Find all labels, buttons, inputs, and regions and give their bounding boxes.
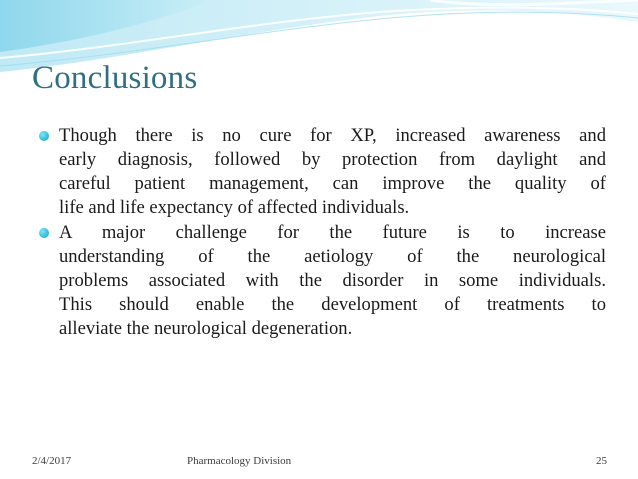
bullet-item xyxy=(38,221,606,341)
bullet-line: alleviate the neurological degeneration. xyxy=(59,318,353,339)
bullet-line: understanding of the aetiology of the neurological xyxy=(59,246,606,267)
bullet-line: Though there is no cure for XP, increased awareness and xyxy=(59,125,606,146)
footer-date: 2/4/2017 xyxy=(32,455,72,467)
bullet-list xyxy=(38,124,606,342)
bullet-dot-icon xyxy=(39,131,49,141)
footer-center-text: Pharmacology Division xyxy=(187,455,292,467)
bullet-line: A major challenge for the future is to increase xyxy=(59,222,606,243)
bullet-line: careful patient management, can improve the quality of xyxy=(59,173,606,194)
bullet-text xyxy=(59,221,606,341)
bullet-text xyxy=(59,124,606,220)
bullet-dot-icon xyxy=(39,228,49,238)
slide-title: Conclusions xyxy=(32,60,198,96)
bullet-line: early diagnosis, followed by protection from daylight and xyxy=(59,149,606,170)
bullet-line: problems associated with the disorder in some individuals. xyxy=(59,270,606,291)
bullet-line: life and life expectancy of affected individuals. xyxy=(59,197,410,218)
page-number: 25 xyxy=(596,455,607,467)
bullet-line: This should enable the development of treatments to xyxy=(59,294,606,315)
bullet-item xyxy=(38,124,606,220)
